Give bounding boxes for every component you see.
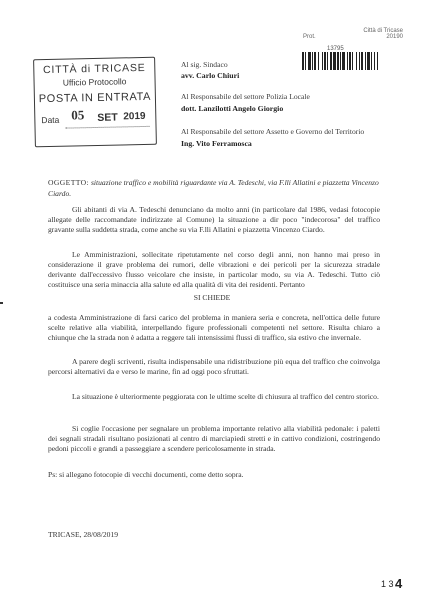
paragraph-3: a codesta Amministrazione di farsi carico del problema in maniera seria e concreta, nell'ottica delle future scelte relative alla viabilità, interpellando figure professionali competenti nel settore. Risulta chiaro a chiunque che la strada non è adatta a reggere tali intensissimi flussi di traffico, sia estivo che invernale. (48, 313, 380, 342)
recipient-2-role: Al Responsabile del settore Polizia Locale (181, 92, 310, 101)
paragraph-2: Le Amministrazioni, sollecitate ripetutamente nel corso degli anni, non hanno mai preso in considerazione il grave problema dei rumori, delle vibrazioni e dei pericoli per la sicurezza stradale derivante dall'eccessivo flusso veicolare che insiste, in particolar modo, su via A. Tedeschi. Tutto ciò costituisce una seria minaccia alla salute ed alla qualità di vita dei residenti. Pertanto (48, 250, 380, 289)
place-date: TRICASE, 28/08/2019 (48, 530, 119, 539)
subject-label: OGGETTO: (48, 178, 90, 187)
stamp-date-label: Data (41, 114, 60, 126)
protocol-stamp (33, 57, 157, 148)
stamp-date-month: SET (97, 111, 118, 124)
paragraph-4: A parere degli scriventi, risulta indispensabile una ridistribuzione più equa del traffico che coinvolga percorsi alternativi da e verso le marine, fin ad oggi poco sfruttati. (48, 357, 380, 376)
paragraph-6: Si coglie l'occasione per segnalare un problema importante relativo alla viabilità pedonale: i paletti dei segnali stradali risultano posizionati al centro di marciapiedi stretti e in cattivo condizioni, costringendo pedoni piccoli e grandi a passeggiare a scendere pericolosamente in strada. (48, 424, 380, 453)
page-number (381, 578, 403, 592)
barcode-label-left: Prot. (303, 34, 316, 40)
recipient-1-role: Al sig. Sindaco (181, 60, 228, 69)
barcode-label-top: Città di Tricase (363, 28, 403, 34)
stamp-date-day: 05 (71, 107, 85, 123)
stamp-office: Ufficio Protocollo (62, 76, 127, 88)
stamp-date-year: 2019 (123, 110, 146, 123)
page-number-handwritten: 4 (395, 576, 403, 591)
stamp-incoming: POSTA IN ENTRATA (38, 90, 152, 106)
barcode-label-right: 20190 (386, 34, 403, 40)
subject-line (48, 177, 380, 199)
subject-text: situazione traffico e mobilità riguardante via A. Tedeschi, via F.lli Allatini e piazzetta Vincenzo Ciardo. (48, 178, 379, 198)
scan-margin-mark (0, 302, 3, 304)
recipient-3-role: Al Responsabile del settore Assetto e Governo del Territorio (181, 127, 365, 136)
recipient-3-name: Ing. Vito Ferramosca (181, 139, 252, 148)
barcode-label (303, 28, 403, 42)
recipient-1-name: avv. Carlo Chiuri (181, 71, 240, 80)
stamp-city: CITTÀ di TRICASE (42, 61, 146, 77)
protocol-barcode (302, 52, 404, 70)
paragraph-1: Gli abitanti di via A. Tedeschi denunciano da molto anni (in particolare dal 1986, vedasi fotocopie allegate delle raccomandate indirizzate al Comune) la situazione a dir poco "indecorosa" del traffico gravante sulla suddetta strada, come anche su via F.lli Allatini e piazzetta Vincenzo Ciardo. (48, 205, 380, 234)
stamp-date-rule (66, 126, 150, 129)
request-heading: SI CHIEDE (193, 293, 231, 302)
paragraph-5: La situazione è ulteriormente peggiorata con le ultime scelte di chiusura al traffico del centro storico. (72, 392, 379, 401)
page-number-printed: 1 3 (381, 579, 394, 589)
postscript: Ps: si allegano fotocopie di vecchi documenti, come detto sopra. (48, 470, 244, 479)
barcode-number: 13795 (327, 46, 344, 52)
recipient-2-name: dott. Lanzilotti Angelo Giorgio (181, 104, 284, 113)
